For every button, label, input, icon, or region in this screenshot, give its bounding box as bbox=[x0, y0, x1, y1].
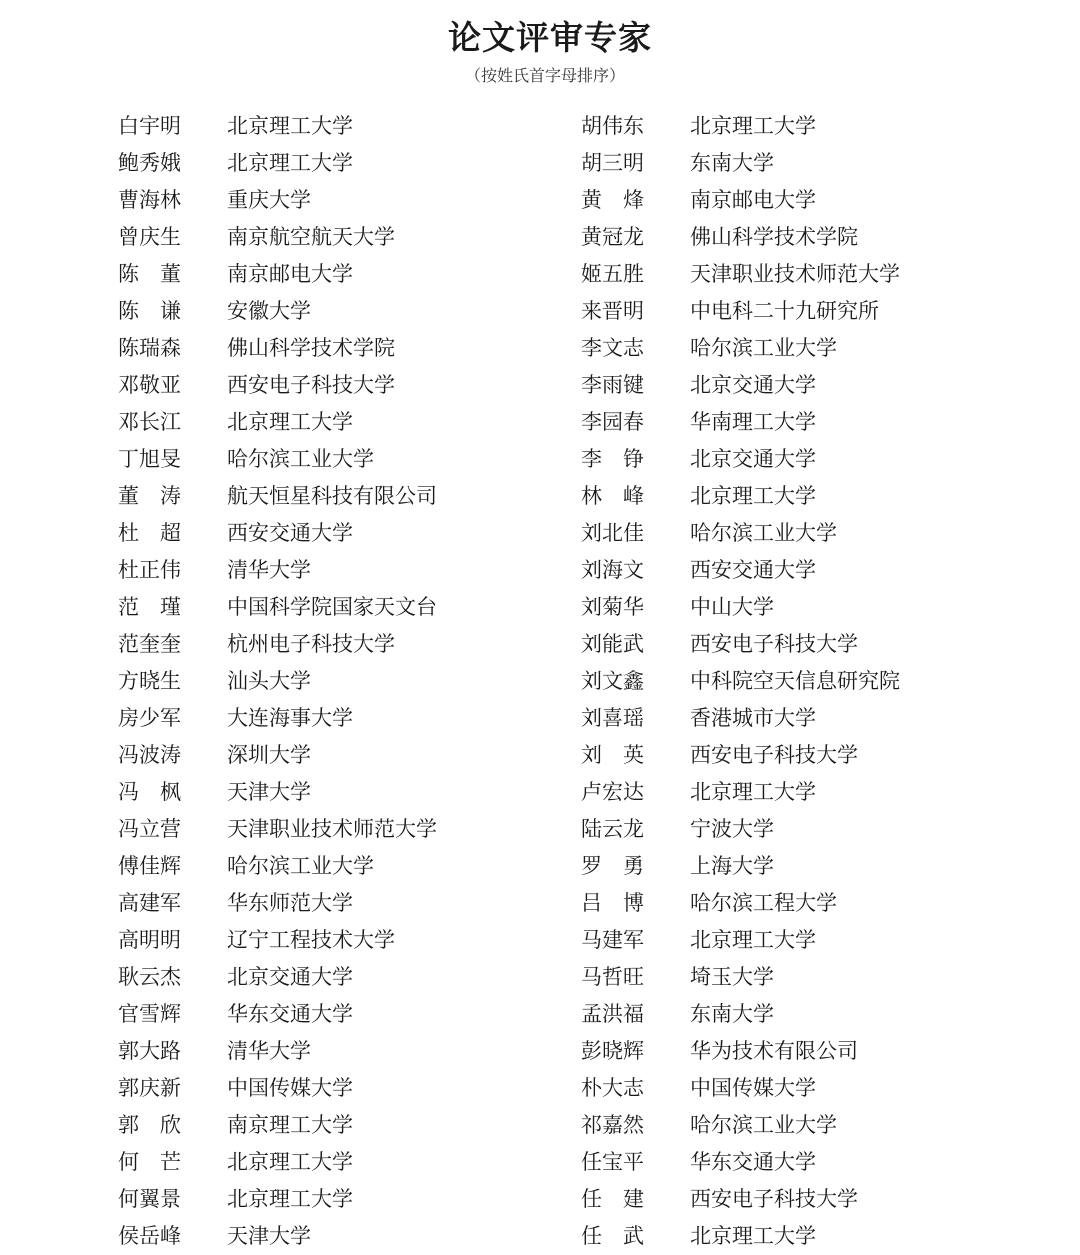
expert-name: 曾庆生 bbox=[118, 225, 181, 249]
expert-affiliation: 中国传媒大学 bbox=[690, 1076, 816, 1100]
expert-affiliation: 西安电子科技大学 bbox=[227, 373, 395, 397]
expert-affiliation: 西安电子科技大学 bbox=[690, 1187, 858, 1211]
expert-name: 白宇明 bbox=[118, 114, 181, 138]
expert-affiliation: 中科院空天信息研究院 bbox=[690, 669, 900, 693]
expert-name: 方晓生 bbox=[118, 669, 181, 693]
expert-affiliation: 南京邮电大学 bbox=[227, 262, 353, 286]
expert-name: 刘喜瑶 bbox=[581, 706, 644, 730]
expert-name: 任宝平 bbox=[581, 1150, 644, 1174]
expert-name: 杜正伟 bbox=[118, 558, 181, 582]
expert-affiliation: 北京理工大学 bbox=[227, 1187, 353, 1211]
expert-name: 邓敬亚 bbox=[118, 373, 181, 397]
expert-name: 郭庆新 bbox=[118, 1076, 181, 1100]
expert-name: 李 铮 bbox=[581, 447, 644, 471]
expert-name: 傅佳辉 bbox=[118, 854, 181, 878]
expert-name: 任 武 bbox=[581, 1224, 644, 1248]
expert-affiliation: 南京理工大学 bbox=[227, 1113, 353, 1137]
expert-name: 刘北佳 bbox=[581, 521, 644, 545]
expert-affiliation: 西安电子科技大学 bbox=[690, 632, 858, 656]
expert-name: 李雨键 bbox=[581, 373, 644, 397]
expert-name: 何翼景 bbox=[118, 1187, 181, 1211]
expert-name: 曹海林 bbox=[118, 188, 181, 212]
expert-affiliation: 北京理工大学 bbox=[690, 114, 816, 138]
expert-affiliation: 北京理工大学 bbox=[690, 928, 816, 952]
expert-affiliation: 汕头大学 bbox=[227, 669, 311, 693]
expert-affiliation: 哈尔滨工业大学 bbox=[227, 854, 374, 878]
expert-name: 吕 博 bbox=[581, 891, 644, 915]
expert-name: 范奎奎 bbox=[118, 632, 181, 656]
expert-affiliation: 中国传媒大学 bbox=[227, 1076, 353, 1100]
expert-name: 陆云龙 bbox=[581, 817, 644, 841]
expert-affiliation: 东南大学 bbox=[690, 1002, 774, 1026]
expert-name: 卢宏达 bbox=[581, 780, 644, 804]
expert-affiliation: 大连海事大学 bbox=[227, 706, 353, 730]
expert-name: 李文志 bbox=[581, 336, 644, 360]
expert-name: 黄冠龙 bbox=[581, 225, 644, 249]
expert-affiliation: 天津大学 bbox=[227, 780, 311, 804]
expert-name: 邓长江 bbox=[118, 410, 181, 434]
expert-affiliation: 中电科二十九研究所 bbox=[690, 299, 879, 323]
expert-affiliation: 杭州电子科技大学 bbox=[227, 632, 395, 656]
expert-affiliation: 辽宁工程技术大学 bbox=[227, 928, 395, 952]
expert-affiliation: 上海大学 bbox=[690, 854, 774, 878]
expert-affiliation: 华东交通大学 bbox=[227, 1002, 353, 1026]
expert-affiliation: 香港城市大学 bbox=[690, 706, 816, 730]
expert-affiliation: 天津大学 bbox=[227, 1224, 311, 1248]
expert-name: 何 芒 bbox=[118, 1150, 181, 1174]
expert-name: 陈 谦 bbox=[118, 299, 181, 323]
expert-affiliation: 北京理工大学 bbox=[690, 484, 816, 508]
expert-name: 耿云杰 bbox=[118, 965, 181, 989]
expert-name: 丁旭旻 bbox=[118, 447, 181, 471]
expert-name: 郭 欣 bbox=[118, 1113, 181, 1137]
expert-affiliation: 南京航空航天大学 bbox=[227, 225, 395, 249]
expert-name: 胡伟东 bbox=[581, 114, 644, 138]
expert-name: 官雪辉 bbox=[118, 1002, 181, 1026]
expert-name: 孟洪福 bbox=[581, 1002, 644, 1026]
expert-affiliation: 天津职业技术师范大学 bbox=[227, 817, 437, 841]
expert-affiliation: 北京理工大学 bbox=[690, 780, 816, 804]
expert-name: 高建军 bbox=[118, 891, 181, 915]
expert-name: 李园春 bbox=[581, 410, 644, 434]
expert-name: 鲍秀娥 bbox=[118, 151, 181, 175]
expert-name: 范 瑾 bbox=[118, 595, 181, 619]
expert-name: 冯立营 bbox=[118, 817, 181, 841]
expert-affiliation: 西安交通大学 bbox=[690, 558, 816, 582]
expert-affiliation: 佛山科学技术学院 bbox=[227, 336, 395, 360]
expert-name: 陈瑞森 bbox=[118, 336, 181, 360]
expert-affiliation: 哈尔滨工业大学 bbox=[690, 336, 837, 360]
page-subtitle: （按姓氏首字母排序） bbox=[464, 66, 625, 85]
expert-affiliation: 北京理工大学 bbox=[690, 1224, 816, 1248]
expert-affiliation: 埼玉大学 bbox=[690, 965, 774, 989]
expert-name: 房少军 bbox=[118, 706, 181, 730]
expert-affiliation: 哈尔滨工业大学 bbox=[690, 1113, 837, 1137]
expert-affiliation: 北京理工大学 bbox=[227, 410, 353, 434]
expert-affiliation: 东南大学 bbox=[690, 151, 774, 175]
expert-affiliation: 哈尔滨工程大学 bbox=[690, 891, 837, 915]
expert-name: 刘海文 bbox=[581, 558, 644, 582]
page-title: 论文评审专家 bbox=[448, 18, 652, 57]
expert-name: 彭晓辉 bbox=[581, 1039, 644, 1063]
expert-name: 杜 超 bbox=[118, 521, 181, 545]
expert-name: 冯波涛 bbox=[118, 743, 181, 767]
expert-name: 林 峰 bbox=[581, 484, 644, 508]
expert-affiliation: 中山大学 bbox=[690, 595, 774, 619]
expert-name: 郭大路 bbox=[118, 1039, 181, 1063]
expert-affiliation: 清华大学 bbox=[227, 1039, 311, 1063]
expert-affiliation: 清华大学 bbox=[227, 558, 311, 582]
expert-affiliation: 航天恒星科技有限公司 bbox=[227, 484, 437, 508]
expert-affiliation: 深圳大学 bbox=[227, 743, 311, 767]
expert-affiliation: 安徽大学 bbox=[227, 299, 311, 323]
expert-name: 黄 烽 bbox=[581, 188, 644, 212]
expert-name: 姬五胜 bbox=[581, 262, 644, 286]
expert-name: 马建军 bbox=[581, 928, 644, 952]
expert-name: 祁嘉然 bbox=[581, 1113, 644, 1137]
expert-affiliation: 华东师范大学 bbox=[227, 891, 353, 915]
expert-name: 罗 勇 bbox=[581, 854, 644, 878]
expert-affiliation: 西安电子科技大学 bbox=[690, 743, 858, 767]
expert-affiliation: 北京理工大学 bbox=[227, 151, 353, 175]
expert-affiliation: 华东交通大学 bbox=[690, 1150, 816, 1174]
expert-affiliation: 华南理工大学 bbox=[690, 410, 816, 434]
expert-affiliation: 宁波大学 bbox=[690, 817, 774, 841]
expert-name: 胡三明 bbox=[581, 151, 644, 175]
expert-affiliation: 北京理工大学 bbox=[227, 114, 353, 138]
expert-name: 董 涛 bbox=[118, 484, 181, 508]
expert-name: 来晋明 bbox=[581, 299, 644, 323]
expert-name: 高明明 bbox=[118, 928, 181, 952]
expert-affiliation: 哈尔滨工业大学 bbox=[227, 447, 374, 471]
expert-affiliation: 西安交通大学 bbox=[227, 521, 353, 545]
expert-affiliation: 北京交通大学 bbox=[690, 373, 816, 397]
expert-affiliation: 北京交通大学 bbox=[227, 965, 353, 989]
expert-name: 朴大志 bbox=[581, 1076, 644, 1100]
expert-name: 刘 英 bbox=[581, 743, 644, 767]
expert-affiliation: 天津职业技术师范大学 bbox=[690, 262, 900, 286]
expert-name: 陈 董 bbox=[118, 262, 181, 286]
expert-name: 侯岳峰 bbox=[118, 1224, 181, 1248]
expert-name: 刘文鑫 bbox=[581, 669, 644, 693]
expert-affiliation: 南京邮电大学 bbox=[690, 188, 816, 212]
expert-name: 马哲旺 bbox=[581, 965, 644, 989]
expert-affiliation: 中国科学院国家天文台 bbox=[227, 595, 437, 619]
expert-name: 刘能武 bbox=[581, 632, 644, 656]
expert-affiliation: 佛山科学技术学院 bbox=[690, 225, 858, 249]
expert-affiliation: 华为技术有限公司 bbox=[690, 1039, 858, 1063]
expert-affiliation: 北京理工大学 bbox=[227, 1150, 353, 1174]
expert-affiliation: 哈尔滨工业大学 bbox=[690, 521, 837, 545]
expert-name: 刘菊华 bbox=[581, 595, 644, 619]
expert-affiliation: 北京交通大学 bbox=[690, 447, 816, 471]
expert-affiliation: 重庆大学 bbox=[227, 188, 311, 212]
expert-name: 冯 枫 bbox=[118, 780, 181, 804]
expert-name: 任 建 bbox=[581, 1187, 644, 1211]
